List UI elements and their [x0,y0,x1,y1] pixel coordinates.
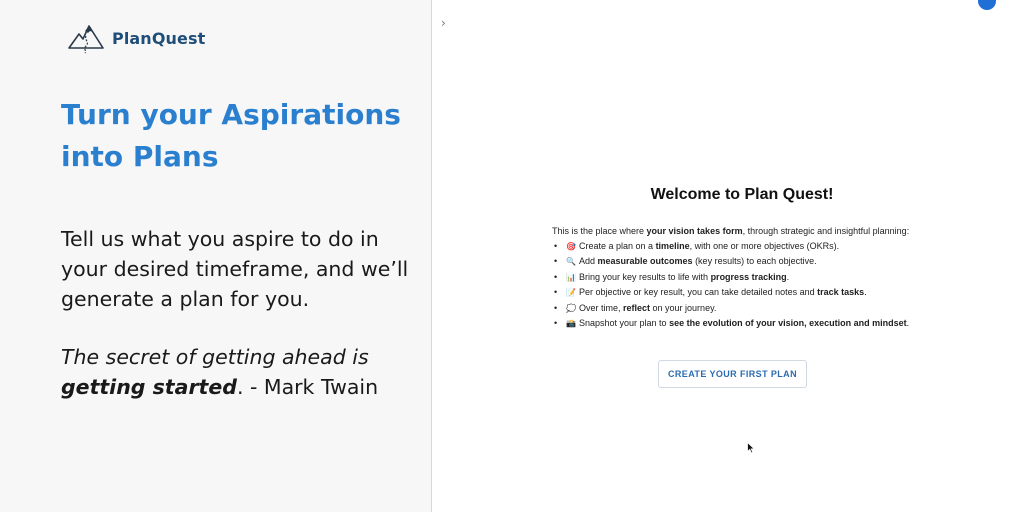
thought-bubble-icon: 💭 [566,303,576,313]
feature-bold: measurable outcomes [597,256,693,267]
feature-text: . [786,271,790,282]
feature-text: . [906,318,910,329]
feature-text: (key results) to each objective. [692,256,817,267]
magnifier-icon: 🔍 [566,257,576,267]
intro-description: Tell us what you aspire to do in your desired timeframe, and we’ll generate a plan for you. [61,227,409,311]
feature-text: , with one or more objectives (OKRs). [689,240,840,251]
list-item [552,270,922,286]
mountain-icon [68,22,104,54]
create-first-plan-button[interactable]: CREATE YOUR FIRST PLAN [658,360,807,388]
chart-icon: 📊 [566,272,576,282]
left-panel [0,0,431,512]
quote-bold: getting started [61,375,237,399]
feature-bold: progress tracking [710,271,787,282]
brand-name-part2: Quest [151,28,206,48]
list-item [552,254,922,270]
welcome-card [552,186,922,332]
brand-logo[interactable] [68,22,205,54]
list-item [552,301,922,317]
chevron-right-icon[interactable]: › [441,16,446,30]
feature-text: Over time, [579,302,624,313]
mouse-cursor-icon [747,441,755,453]
list-item [552,239,922,255]
intro-text-1: This is the place where [552,226,647,236]
feature-bold: track tasks [817,287,865,298]
camera-icon: 📸 [566,319,576,329]
feature-text: Per objective or key result, you can take detailed notes and [579,287,818,298]
quote [61,342,411,402]
notepad-icon: 📝 [566,288,576,298]
feature-text: Bring your key results to life with [579,271,711,282]
feature-text: Add [579,256,598,267]
welcome-intro [552,224,922,239]
feature-text: Snapshot your plan to [579,318,670,329]
feature-bold: see the evolution of your vision, execution and mindset [669,318,907,329]
page-headline: Turn your Aspirations into Plans [61,98,401,173]
brand-name [112,29,205,48]
list-item [552,285,922,301]
feature-bold: timeline [655,240,690,251]
feature-text: on your journey. [650,302,717,313]
brand-name-part1: Plan [112,28,152,48]
intro-bold: your vision takes form [646,226,743,236]
welcome-title: Welcome to Plan Quest! [650,186,834,203]
feature-bold: reflect [623,302,651,313]
feature-text: . [864,287,867,298]
intro-text-2: , through strategic and insightful planning: [742,226,910,236]
feature-text: Create a plan on a [579,240,656,251]
quote-author: . - Mark Twain [236,375,379,399]
feature-list [552,239,922,333]
target-icon: 🎯 [566,241,576,251]
list-item [552,316,922,332]
quote-italic: The secret of getting ahead is [61,345,369,369]
